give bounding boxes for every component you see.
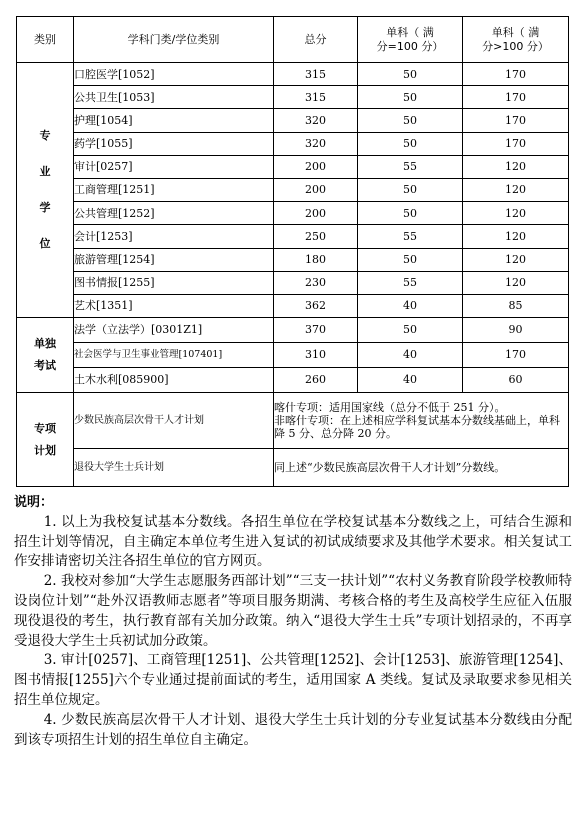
table-row: [17, 393, 569, 449]
total-score-cell: 200: [274, 178, 358, 201]
single-100-cell: 40: [358, 343, 463, 368]
total-score-cell: 320: [274, 132, 358, 155]
single-gt100-cell: 120: [463, 225, 569, 248]
total-score-cell: 320: [274, 109, 358, 132]
table-row: [17, 109, 569, 132]
total-score-cell: 200: [274, 202, 358, 225]
single-100-cell: 50: [358, 109, 463, 132]
single-gt100-cell: 170: [463, 63, 569, 86]
header-category: 类别: [17, 17, 74, 63]
total-score-cell: 180: [274, 248, 358, 271]
table-row: [17, 225, 569, 248]
table-row: [17, 271, 569, 294]
header-single-gt100: 单科（ 满 分>100 分）: [463, 17, 569, 63]
discipline-cell: 会计[1253]: [74, 225, 274, 248]
single-gt100-cell: 170: [463, 109, 569, 132]
single-100-cell: 40: [358, 368, 463, 393]
total-score-cell: 315: [274, 63, 358, 86]
discipline-cell: 少数民族高层次骨干人才计划: [74, 393, 274, 449]
table-row: [17, 294, 569, 317]
single-gt100-cell: 120: [463, 155, 569, 178]
single-100-cell: 50: [358, 318, 463, 343]
discipline-cell: 退役大学生士兵计划: [74, 449, 274, 487]
single-gt100-cell: 120: [463, 248, 569, 271]
explanation-item: 2. 我校对参加“大学生志愿服务西部计划”“三支一扶计划”“农村义务教育阶段学校教师特设岗位计划”“赴外汉语教师志愿者”等项目服务期满、考核合格的考生及高校学生应征入伍服现役退役的考生，执行教育部有关加分政策。纳入“退役大学生士兵”专项计划招录的，不再享受退役大学生士兵初试加分政策。: [14, 573, 572, 649]
discipline-cell: 旅游管理[1254]: [74, 248, 274, 271]
explanation-item: 3. 审计[0257]、工商管理[1251]、公共管理[1252]、会计[1253]、旅游管理[1254]、图书情报[1255]六个专业通过提前面试的考生，适用国家 A 类线。复试及录取要求参见相关招生单位规定。: [14, 652, 572, 708]
explanation-item: 1. 以上为我校复试基本分数线。各招生单位在学校复试基本分数线之上，可结合生源和招生计划等情况，自主确定本单位考生进入复试的初试成绩要求及其他学术要求。相关复试工作安排请密切关注各招生单位的官方网页。: [14, 513, 572, 570]
table-row: [17, 178, 569, 201]
table-row: [17, 343, 569, 368]
table-row: [17, 318, 569, 343]
explanation-title: 说明：: [14, 495, 54, 510]
table-row: [17, 155, 569, 178]
header-single-100: 单科（ 满 分=100 分）: [358, 17, 463, 63]
table-row: [17, 63, 569, 86]
group-special-plan: 专项 计划: [17, 393, 74, 487]
table-row: [17, 368, 569, 393]
discipline-cell: 土木水利[085900]: [74, 368, 274, 393]
table-row: [17, 202, 569, 225]
single-gt100-cell: 90: [463, 318, 569, 343]
discipline-cell: 图书情报[1255]: [74, 271, 274, 294]
discipline-cell: 公共卫生[1053]: [74, 86, 274, 109]
discipline-cell: 工商管理[1251]: [74, 178, 274, 201]
table-row: [17, 132, 569, 155]
single-100-cell: 50: [358, 63, 463, 86]
discipline-cell: 艺术[1351]: [74, 294, 274, 317]
table-row: [17, 248, 569, 271]
header-discipline: 学科门类/学位类别: [74, 17, 274, 63]
single-gt100-cell: 120: [463, 178, 569, 201]
single-100-cell: 50: [358, 86, 463, 109]
discipline-cell: 社会医学与卫生事业管理[107401]: [74, 343, 274, 368]
explanation-item: 4. 少数民族高层次骨干人才计划、退役大学生士兵计划的分专业复试基本分数线由分配到该专项招生计划的招生单位自主确定。: [14, 711, 572, 748]
special-note-cell: 喀什专项：适用国家线（总分不低于 251 分）。 非喀什专项：在上述相应学科复试基本分数线基础上，单科降 5 分、总分降 20 分。: [274, 393, 569, 449]
group-independent-exam: 单独 考试: [17, 318, 74, 393]
single-gt100-cell: 85: [463, 294, 569, 317]
single-100-cell: 50: [358, 202, 463, 225]
single-100-cell: 55: [358, 155, 463, 178]
table-row: [17, 449, 569, 487]
special-note-cell: 同上述“少数民族高层次骨干人才计划”分数线。: [274, 449, 569, 487]
total-score-cell: 230: [274, 271, 358, 294]
single-gt100-cell: 120: [463, 202, 569, 225]
single-gt100-cell: 170: [463, 132, 569, 155]
total-score-cell: 315: [274, 86, 358, 109]
discipline-cell: 药学[1055]: [74, 132, 274, 155]
total-score-cell: 260: [274, 368, 358, 393]
explanation-section: [14, 493, 572, 750]
table-row: [17, 86, 569, 109]
discipline-cell: 审计[0257]: [74, 155, 274, 178]
total-score-cell: 200: [274, 155, 358, 178]
total-score-cell: 250: [274, 225, 358, 248]
header-total: 总分: [274, 17, 358, 63]
total-score-cell: 310: [274, 343, 358, 368]
single-gt100-cell: 170: [463, 343, 569, 368]
discipline-cell: 法学（立法学）[0301Z1]: [74, 318, 274, 343]
discipline-cell: 口腔医学[1052]: [74, 63, 274, 86]
single-100-cell: 40: [358, 294, 463, 317]
single-gt100-cell: 60: [463, 368, 569, 393]
total-score-cell: 370: [274, 318, 358, 343]
discipline-cell: 公共管理[1252]: [74, 202, 274, 225]
single-100-cell: 50: [358, 178, 463, 201]
single-gt100-cell: 170: [463, 86, 569, 109]
group-professional-degree: 专 业 学 位: [17, 63, 74, 318]
total-score-cell: 362: [274, 294, 358, 317]
single-100-cell: 55: [358, 271, 463, 294]
single-100-cell: 50: [358, 248, 463, 271]
discipline-cell: 护理[1054]: [74, 109, 274, 132]
single-100-cell: 55: [358, 225, 463, 248]
single-100-cell: 50: [358, 132, 463, 155]
score-table: [16, 16, 569, 487]
single-gt100-cell: 120: [463, 271, 569, 294]
